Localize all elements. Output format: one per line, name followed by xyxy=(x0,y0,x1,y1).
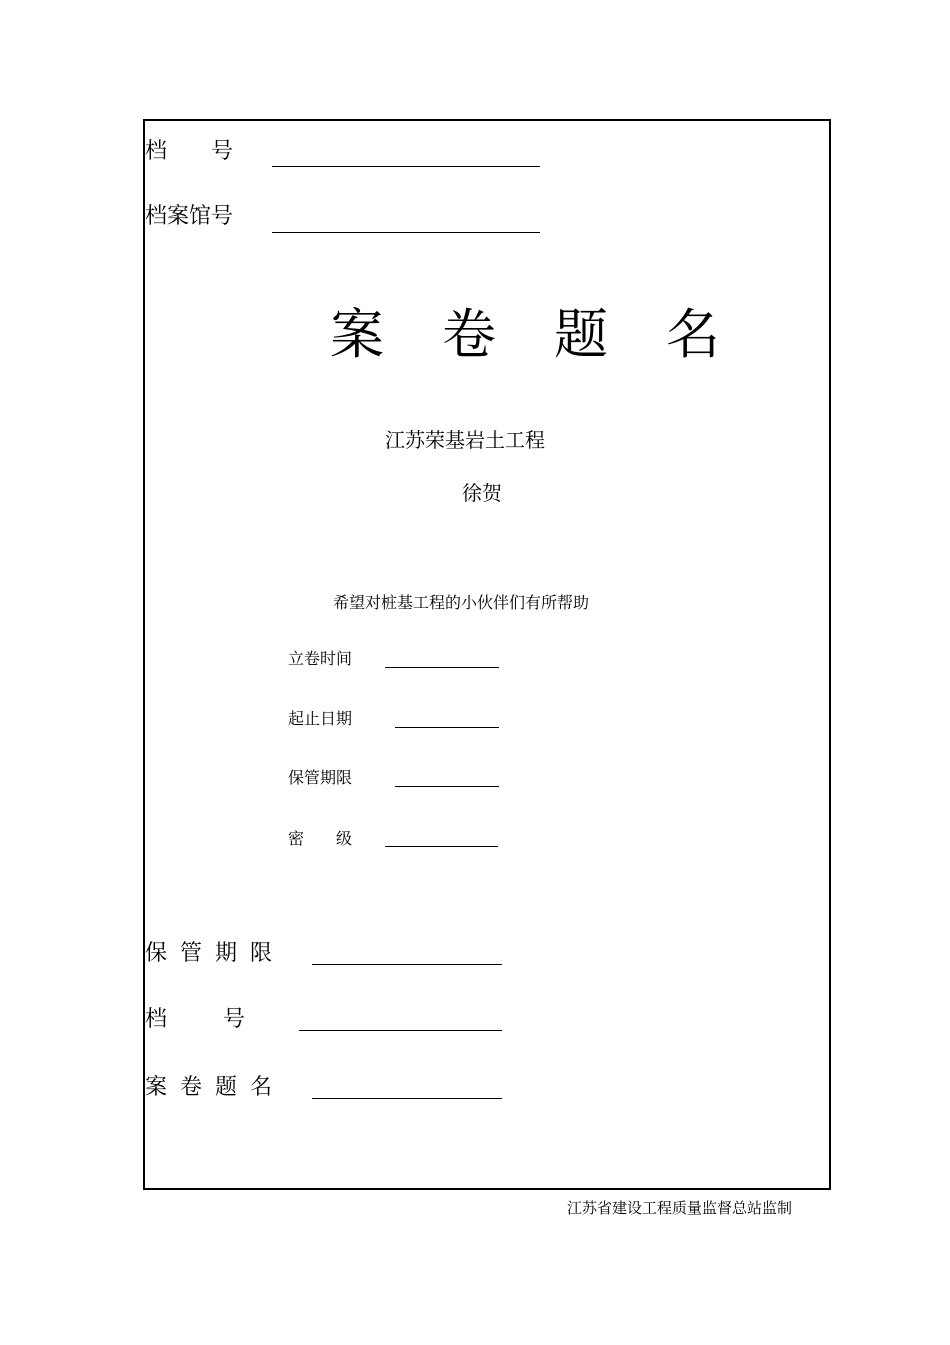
archive-number-line[interactable] xyxy=(272,232,540,233)
security-level-label: 密 级 xyxy=(288,829,353,848)
date-range-line[interactable] xyxy=(395,727,499,728)
security-level-line[interactable] xyxy=(385,846,498,847)
archive-number-label: 档案馆号 xyxy=(145,204,234,229)
spine-file-number-label: 档 号 xyxy=(145,1007,250,1032)
filing-time-line[interactable] xyxy=(385,667,499,668)
filing-time-label: 立卷时间 xyxy=(288,649,353,668)
spine-retention-line[interactable] xyxy=(312,964,502,965)
retention-period-line[interactable] xyxy=(395,786,499,787)
spine-file-number-line[interactable] xyxy=(299,1030,502,1031)
spine-title-line[interactable] xyxy=(312,1098,502,1099)
page-title: 案 卷 题 名 xyxy=(330,303,722,366)
company-name: 江苏荣基岩土工程 xyxy=(385,428,545,452)
file-number-line[interactable] xyxy=(272,166,540,167)
author-name: 徐贺 xyxy=(462,481,502,505)
date-range-label: 起止日期 xyxy=(288,709,353,728)
spine-title-label: 案 卷 题 名 xyxy=(145,1075,275,1100)
file-number-label: 档 号 xyxy=(145,139,234,164)
publisher-note: 江苏省建设工程质量监督总站监制 xyxy=(567,1199,793,1217)
description-text: 希望对桩基工程的小伙伴们有所帮助 xyxy=(333,593,590,612)
retention-period-label: 保管期限 xyxy=(288,768,353,787)
spine-retention-label: 保 管 期 限 xyxy=(145,941,275,966)
